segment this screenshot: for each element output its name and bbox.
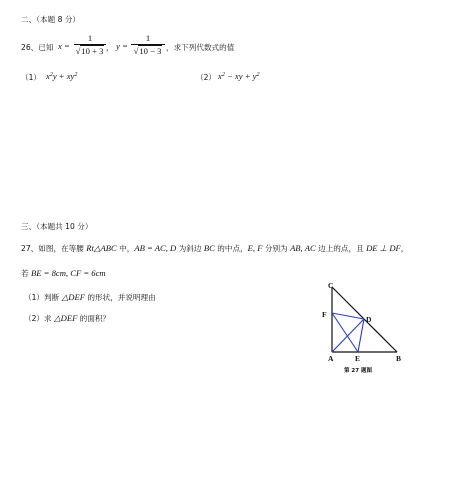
q26-comma: ，	[106, 43, 114, 52]
q26-part2-label: （2）	[196, 73, 217, 82]
q26-y-eq: y =	[116, 41, 128, 51]
label-d: D	[366, 315, 372, 324]
figure-caption: 第 27 题图	[344, 368, 372, 374]
q26-part1-label: （1）	[21, 73, 42, 82]
label-c: C	[328, 281, 334, 290]
label-e: E	[355, 354, 361, 363]
q27-sub2: （2）求 △DEF 的面积？	[24, 313, 111, 323]
q26-x-fraction	[73, 33, 107, 57]
q26-y-denominator: √10 − 3	[133, 46, 162, 56]
q27-line2: 若 BE = 8cm, CF = 6cm	[21, 268, 106, 278]
q27-figure	[318, 280, 428, 385]
segment-ef	[332, 313, 358, 352]
section-3-heading: 三、（本题共 10 分）	[21, 222, 93, 231]
section-2-heading: 二、（本题 8 分）	[21, 15, 81, 24]
q26-part2-expr: $x^2$ − xy + $y^2$	[218, 71, 260, 81]
q26-y-fraction	[130, 33, 166, 57]
q26-y-numerator: 1	[145, 33, 151, 43]
label-f: F	[322, 310, 327, 319]
q26-x-numerator: 1	[87, 33, 93, 43]
q26-prefix: 26、已知	[21, 43, 54, 52]
q26-x-eq: x =	[58, 41, 70, 51]
q27-sub1: （1）判断 △DEF 的形状，并说明理由	[24, 292, 156, 302]
q26-suffix: ，求下列代数式的值	[166, 43, 235, 52]
q27-line1: 27、如图，在等腰 Rt△ABC 中，AB = AC, D 为斜边 BC 的中点，E, F 分别为 AB, AC 边上的点，且 DE ⊥ DF，	[21, 243, 409, 253]
label-a: A	[328, 354, 334, 363]
q26-x-denominator: √10 + 3	[75, 46, 104, 56]
q26-part1-expr: $x^2y + xy^2$	[46, 71, 78, 81]
label-b: B	[396, 354, 402, 363]
